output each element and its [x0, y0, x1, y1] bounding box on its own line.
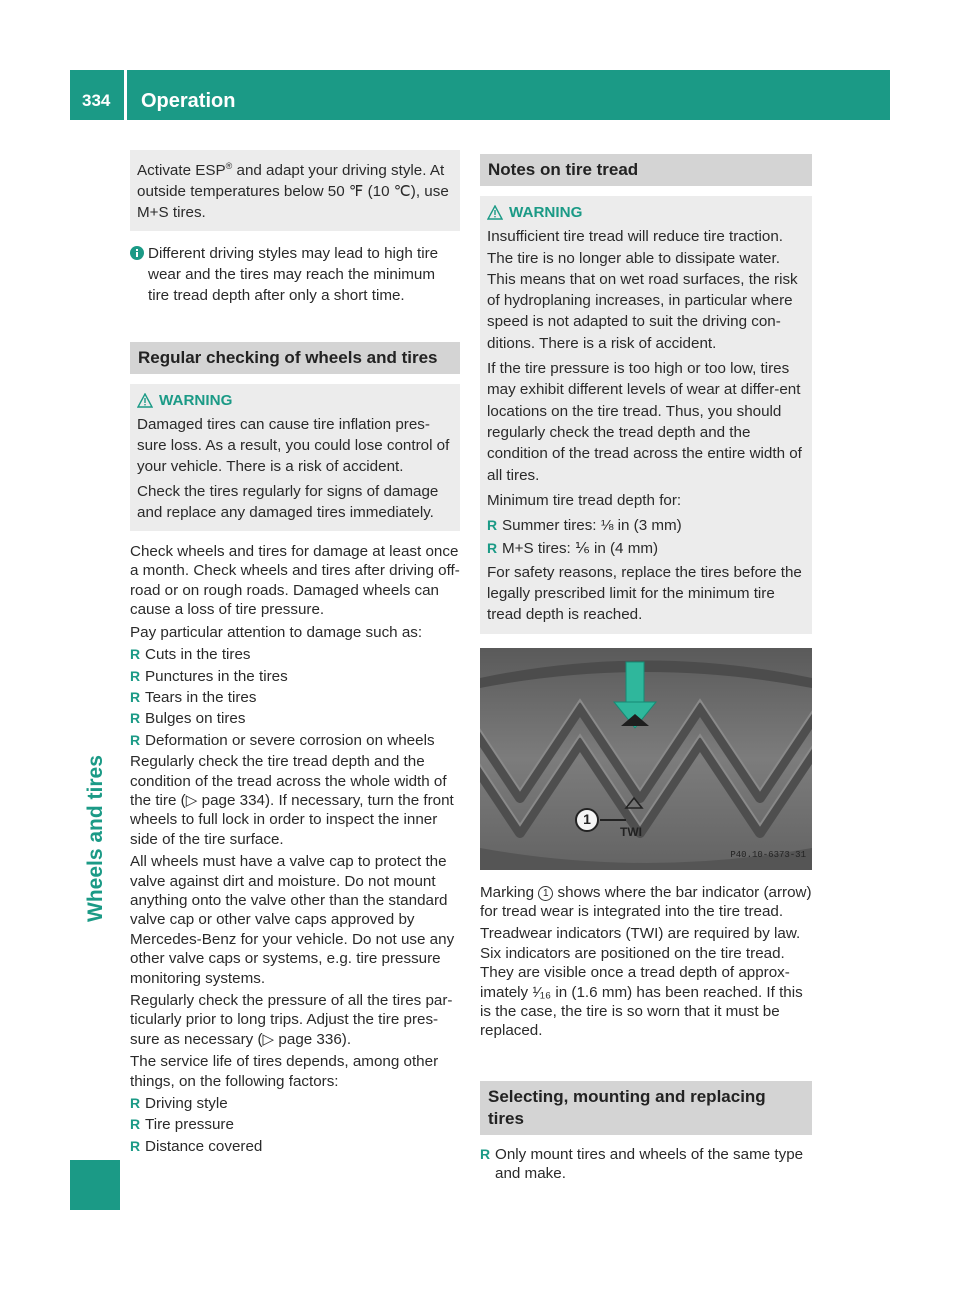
left-column — [130, 150, 460, 1158]
list-item — [130, 709, 460, 728]
list-item-text: Cuts in the tires — [145, 646, 251, 664]
list-item — [130, 667, 460, 686]
right-body — [480, 883, 812, 1041]
list-item — [480, 1145, 812, 1184]
bullet-mark: R — [487, 540, 498, 557]
warning-box-tread — [480, 196, 812, 634]
list-item — [130, 645, 460, 664]
para-marking-b: shows where the bar indicator (arrow) for tread wear is integrated into the tire tread. — [480, 883, 812, 921]
esp-note-box — [130, 150, 460, 231]
figure-code: P40.10-6373-31 — [730, 849, 806, 860]
mount-list — [480, 1145, 812, 1184]
list-item-text: Tire pressure — [145, 1116, 234, 1134]
right-column — [480, 150, 812, 1186]
list-item — [130, 688, 460, 707]
page-number: 334 — [82, 91, 111, 110]
heading-regular-checking: Regular checking of wheels and tires — [130, 342, 460, 374]
figure-twi-label: TWI — [620, 824, 642, 839]
para-twi: Treadwear indicators (TWI) are required by law. Six indicators are positioned on the tire tread. They are visible once a tread depth of approx-imately ¹⁄₁₆ in (1.6 mm) has been reached. If this is the case, the tire is so worn that it must be replaced. — [480, 925, 803, 1040]
warning-triangle-icon — [487, 205, 503, 220]
warning-text-1: Insufficient tire tread will reduce tire traction. The tire is no longer able to dissipate water. This means that on wet road surfaces, the risk of hydroplaning increases, in particular where speed is not adapted to suit the driving con-ditions. There is a risk of accident. — [487, 228, 798, 352]
para-attention: Pay particular attention to damage such as: — [130, 623, 423, 641]
list-item — [487, 515, 805, 536]
tire-tread-figure — [480, 648, 812, 870]
side-tab-label: Wheels and tires — [84, 755, 107, 922]
list-item-text: Bulges on tires — [145, 710, 246, 728]
list-item-text: Distance covered — [145, 1137, 263, 1155]
warning-label: WARNING — [509, 204, 583, 221]
page-ref-link[interactable]: ▷ page 334 — [185, 791, 265, 809]
para-tread-depth-a: Regularly check the tire tread depth and the condition of the tread across the whole width of the tire ( — [130, 753, 447, 809]
para-tread-depth-b: ). If necessary, turn the front wheels to full lock in order to inspect the inner side of the tire surface. — [130, 791, 454, 848]
list-item-text: Driving style — [145, 1095, 228, 1113]
warning-label: WARNING — [159, 392, 233, 410]
esp-registered-mark: ® — [225, 161, 233, 171]
para-check-wheels: Check wheels and tires for damage at least once a month. Check wheels and tires after driving off-road or on rough roads. Damaged wheels can cause a loss of tire pressure. — [130, 543, 460, 619]
esp-text-a: Activate ESP — [137, 162, 226, 180]
factor-list — [130, 1094, 460, 1156]
list-item-text: Summer tires: ⅛ in (3 mm) — [502, 517, 682, 535]
warning-text-4: For safety reasons, replace the tires before the legally prescribed limit for the minimum tire tread depth is reached. — [487, 563, 802, 624]
marker-1-inline: 1 — [538, 886, 553, 901]
info-note-text: Different driving styles may lead to high tire wear and the tires may reach the minimum tire tread depth after only a short time. — [148, 245, 439, 305]
bullet-mark: R — [487, 517, 498, 534]
side-tab-square — [70, 1160, 120, 1210]
para-pressure-b: ). — [341, 1030, 352, 1048]
bullet-mark: R — [130, 1116, 141, 1133]
list-item-text: Punctures in the tires — [145, 667, 288, 685]
list-item — [130, 1115, 460, 1134]
para-valve-cap: All wheels must have a valve cap to protect the valve against dirt and moisture. Do not mount anything onto the valve other than the standard valve cap or other valve caps approved by Mercedes-Benz for your vehicle. Do not use any other valve caps or systems, e.g. tire pressure monitoring systems. — [130, 853, 455, 987]
bullet-mark: R — [130, 646, 141, 663]
list-item — [487, 538, 805, 559]
bullet-mark: R — [480, 1145, 491, 1162]
warning-box-damage — [130, 384, 460, 531]
esp-note-text — [137, 156, 453, 223]
info-note — [130, 243, 460, 306]
list-item-text: Only mount tires and wheels of the same type and make. — [495, 1145, 804, 1183]
para-pressure-a: Regularly check the pressure of all the tires par-ticularly prior to long trips. Adjust the tire pres-sure as necessary ( — [130, 992, 453, 1048]
list-item — [130, 1137, 460, 1156]
list-item-text: Tears in the tires — [145, 688, 257, 706]
warning-header — [487, 202, 805, 223]
bullet-mark: R — [130, 667, 141, 684]
warning-text-2: Check the tires regularly for signs of damage and replace any damaged tires immediately. — [137, 483, 439, 522]
para-tread-depth — [130, 752, 460, 849]
warning-text-2: If the tire pressure is too high or too low, tires may exhibit different levels of wear at differ-ent locations on the tire tread. Thus, you should regularly check the tread depth and the condition of the tread across the entire width of all tires. — [487, 360, 802, 484]
warning-text-1: Damaged tires can cause tire inflation pres-sure loss. As a result, you could lose control of your vehicle. There is a risk of accident. — [137, 416, 450, 476]
tire-tread-illustration — [480, 648, 812, 870]
section-title: Operation — [141, 90, 236, 112]
warning-header — [137, 390, 453, 411]
page-ref-link[interactable]: ▷ page 336 — [262, 1030, 342, 1048]
bullet-mark: R — [130, 1095, 141, 1112]
info-icon — [130, 246, 144, 260]
bullet-mark: R — [130, 688, 141, 705]
left-body — [130, 542, 460, 1156]
para-marking-a: Marking — [480, 883, 539, 901]
figure-marker-1: 1 — [575, 808, 599, 832]
header-divider — [124, 70, 127, 120]
list-item-text: Deformation or severe corrosion on wheels — [145, 731, 435, 749]
para-pressure — [130, 991, 460, 1049]
para-marking — [480, 883, 812, 922]
warning-triangle-icon — [137, 393, 153, 408]
heading-selecting-tires: Selecting, mounting and replacing tires — [480, 1081, 812, 1135]
esp-text-b: and adapt your driving style. At outside temperatures below 50 ℉ (10 ℃), use M+S tires. — [137, 162, 449, 222]
heading-tire-tread: Notes on tire tread — [480, 154, 812, 186]
list-item — [130, 1094, 460, 1113]
warning-text-3: Minimum tire tread depth for: — [487, 491, 682, 509]
damage-list — [130, 645, 460, 750]
list-item — [130, 731, 460, 750]
bullet-mark: R — [130, 731, 141, 748]
list-item-text: M+S tires: ⅙ in (4 mm) — [502, 540, 659, 558]
bullet-mark: R — [130, 1137, 141, 1154]
bullet-mark: R — [130, 710, 141, 727]
para-service-life: The service life of tires depends, among other things, on the following factors: — [130, 1053, 439, 1090]
